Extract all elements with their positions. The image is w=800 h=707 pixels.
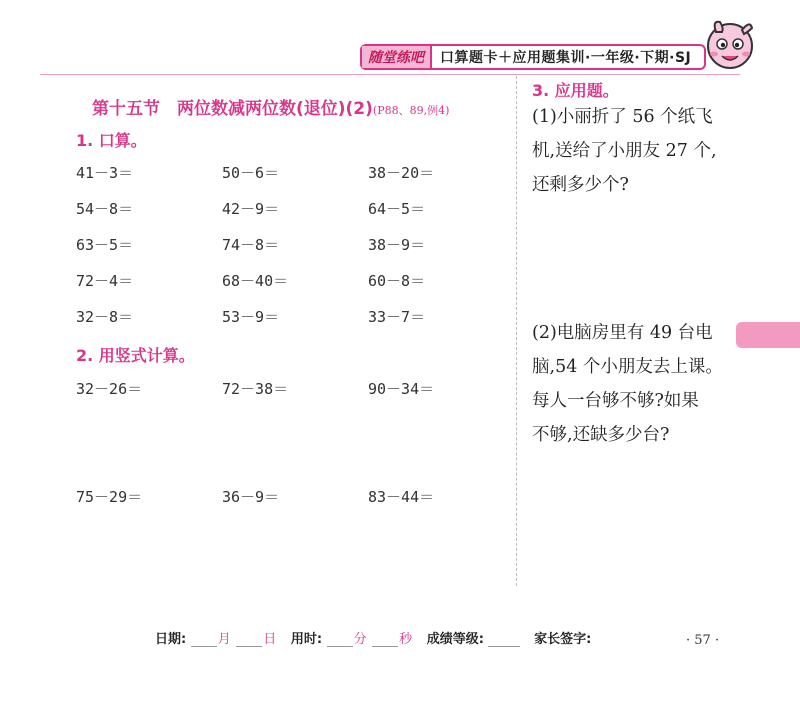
oral-problem: 64－5＝ bbox=[368, 200, 426, 218]
seconds-blank[interactable] bbox=[372, 634, 398, 647]
vertical-calc-problem: 32－26＝ bbox=[76, 380, 143, 398]
word-problem-2 bbox=[532, 316, 732, 452]
grade-label: 成绩等级: bbox=[426, 632, 484, 647]
header-subtitle: 口算题卡＋应用题集训·一年级·下期·SJ bbox=[440, 50, 692, 66]
header-rule bbox=[40, 74, 740, 75]
part3-heading: 3. 应用题。 bbox=[532, 81, 619, 100]
oral-problem: 38－9＝ bbox=[368, 236, 426, 254]
seconds-unit: 秒 bbox=[399, 632, 413, 647]
word-problem-line: 还剩多少个? bbox=[532, 175, 629, 195]
vertical-calc-problem: 83－44＝ bbox=[368, 488, 435, 506]
vertical-calc-problem: 72－38＝ bbox=[222, 380, 289, 398]
signature-label: 家长签字: bbox=[534, 632, 592, 647]
oral-problem: 53－9＝ bbox=[222, 308, 280, 326]
word-problem-line: (1)小丽折了 56 个纸飞 bbox=[532, 107, 713, 127]
vertical-calc-problem: 36－9＝ bbox=[222, 488, 280, 506]
column-divider bbox=[516, 76, 517, 586]
oral-problem: 42－9＝ bbox=[222, 200, 280, 218]
brand-label: 随堂练吧 bbox=[362, 46, 432, 68]
page-edge-tab bbox=[736, 322, 800, 348]
oral-problem: 54－8＝ bbox=[76, 200, 134, 218]
word-problem-line: 脑,54 个小朋友去上课。 bbox=[532, 357, 723, 377]
word-problem-line: 不够,还缺多少台? bbox=[532, 425, 670, 445]
footer-info bbox=[155, 628, 591, 647]
month-unit: 月 bbox=[217, 632, 231, 647]
part2-heading: 2. 用竖式计算。 bbox=[76, 346, 195, 365]
time-label: 用时: bbox=[290, 632, 323, 647]
grade-blank[interactable] bbox=[488, 634, 520, 647]
section-title-text: 第十五节 两位数减两位数(退位)(2) bbox=[92, 99, 373, 119]
part1-heading: 1. 口算。 bbox=[76, 131, 147, 150]
section-reference: (P88、89,例4) bbox=[372, 104, 450, 117]
minutes-unit: 分 bbox=[353, 632, 367, 647]
header-banner bbox=[360, 44, 706, 70]
word-problem-line: 每人一台够不够?如果 bbox=[532, 391, 699, 411]
oral-problem: 74－8＝ bbox=[222, 236, 280, 254]
day-blank[interactable] bbox=[236, 634, 262, 647]
oral-problem: 38－20＝ bbox=[368, 164, 435, 182]
word-problem-line: 机,送给了小朋友 27 个, bbox=[532, 141, 717, 161]
oral-problem: 68－40＝ bbox=[222, 272, 289, 290]
vertical-calc-problem: 75－29＝ bbox=[76, 488, 143, 506]
month-blank[interactable] bbox=[191, 634, 217, 647]
oral-problem: 50－6＝ bbox=[222, 164, 280, 182]
day-unit: 日 bbox=[263, 632, 277, 647]
oral-problem: 33－7＝ bbox=[368, 308, 426, 326]
oral-problem: 60－8＝ bbox=[368, 272, 426, 290]
mascot-icon bbox=[700, 14, 758, 76]
word-problem-line: (2)电脑房里有 49 台电 bbox=[532, 323, 713, 343]
oral-problem: 32－8＝ bbox=[76, 308, 134, 326]
oral-problem: 72－4＝ bbox=[76, 272, 134, 290]
vertical-calc-problem: 90－34＝ bbox=[368, 380, 435, 398]
word-problem-1 bbox=[532, 100, 732, 202]
date-label: 日期: bbox=[155, 632, 187, 647]
oral-problem: 63－5＝ bbox=[76, 236, 134, 254]
section-title bbox=[92, 94, 449, 119]
minutes-blank[interactable] bbox=[327, 634, 353, 647]
page-number: · 57 · bbox=[686, 633, 720, 648]
oral-problem: 41－3＝ bbox=[76, 164, 134, 182]
